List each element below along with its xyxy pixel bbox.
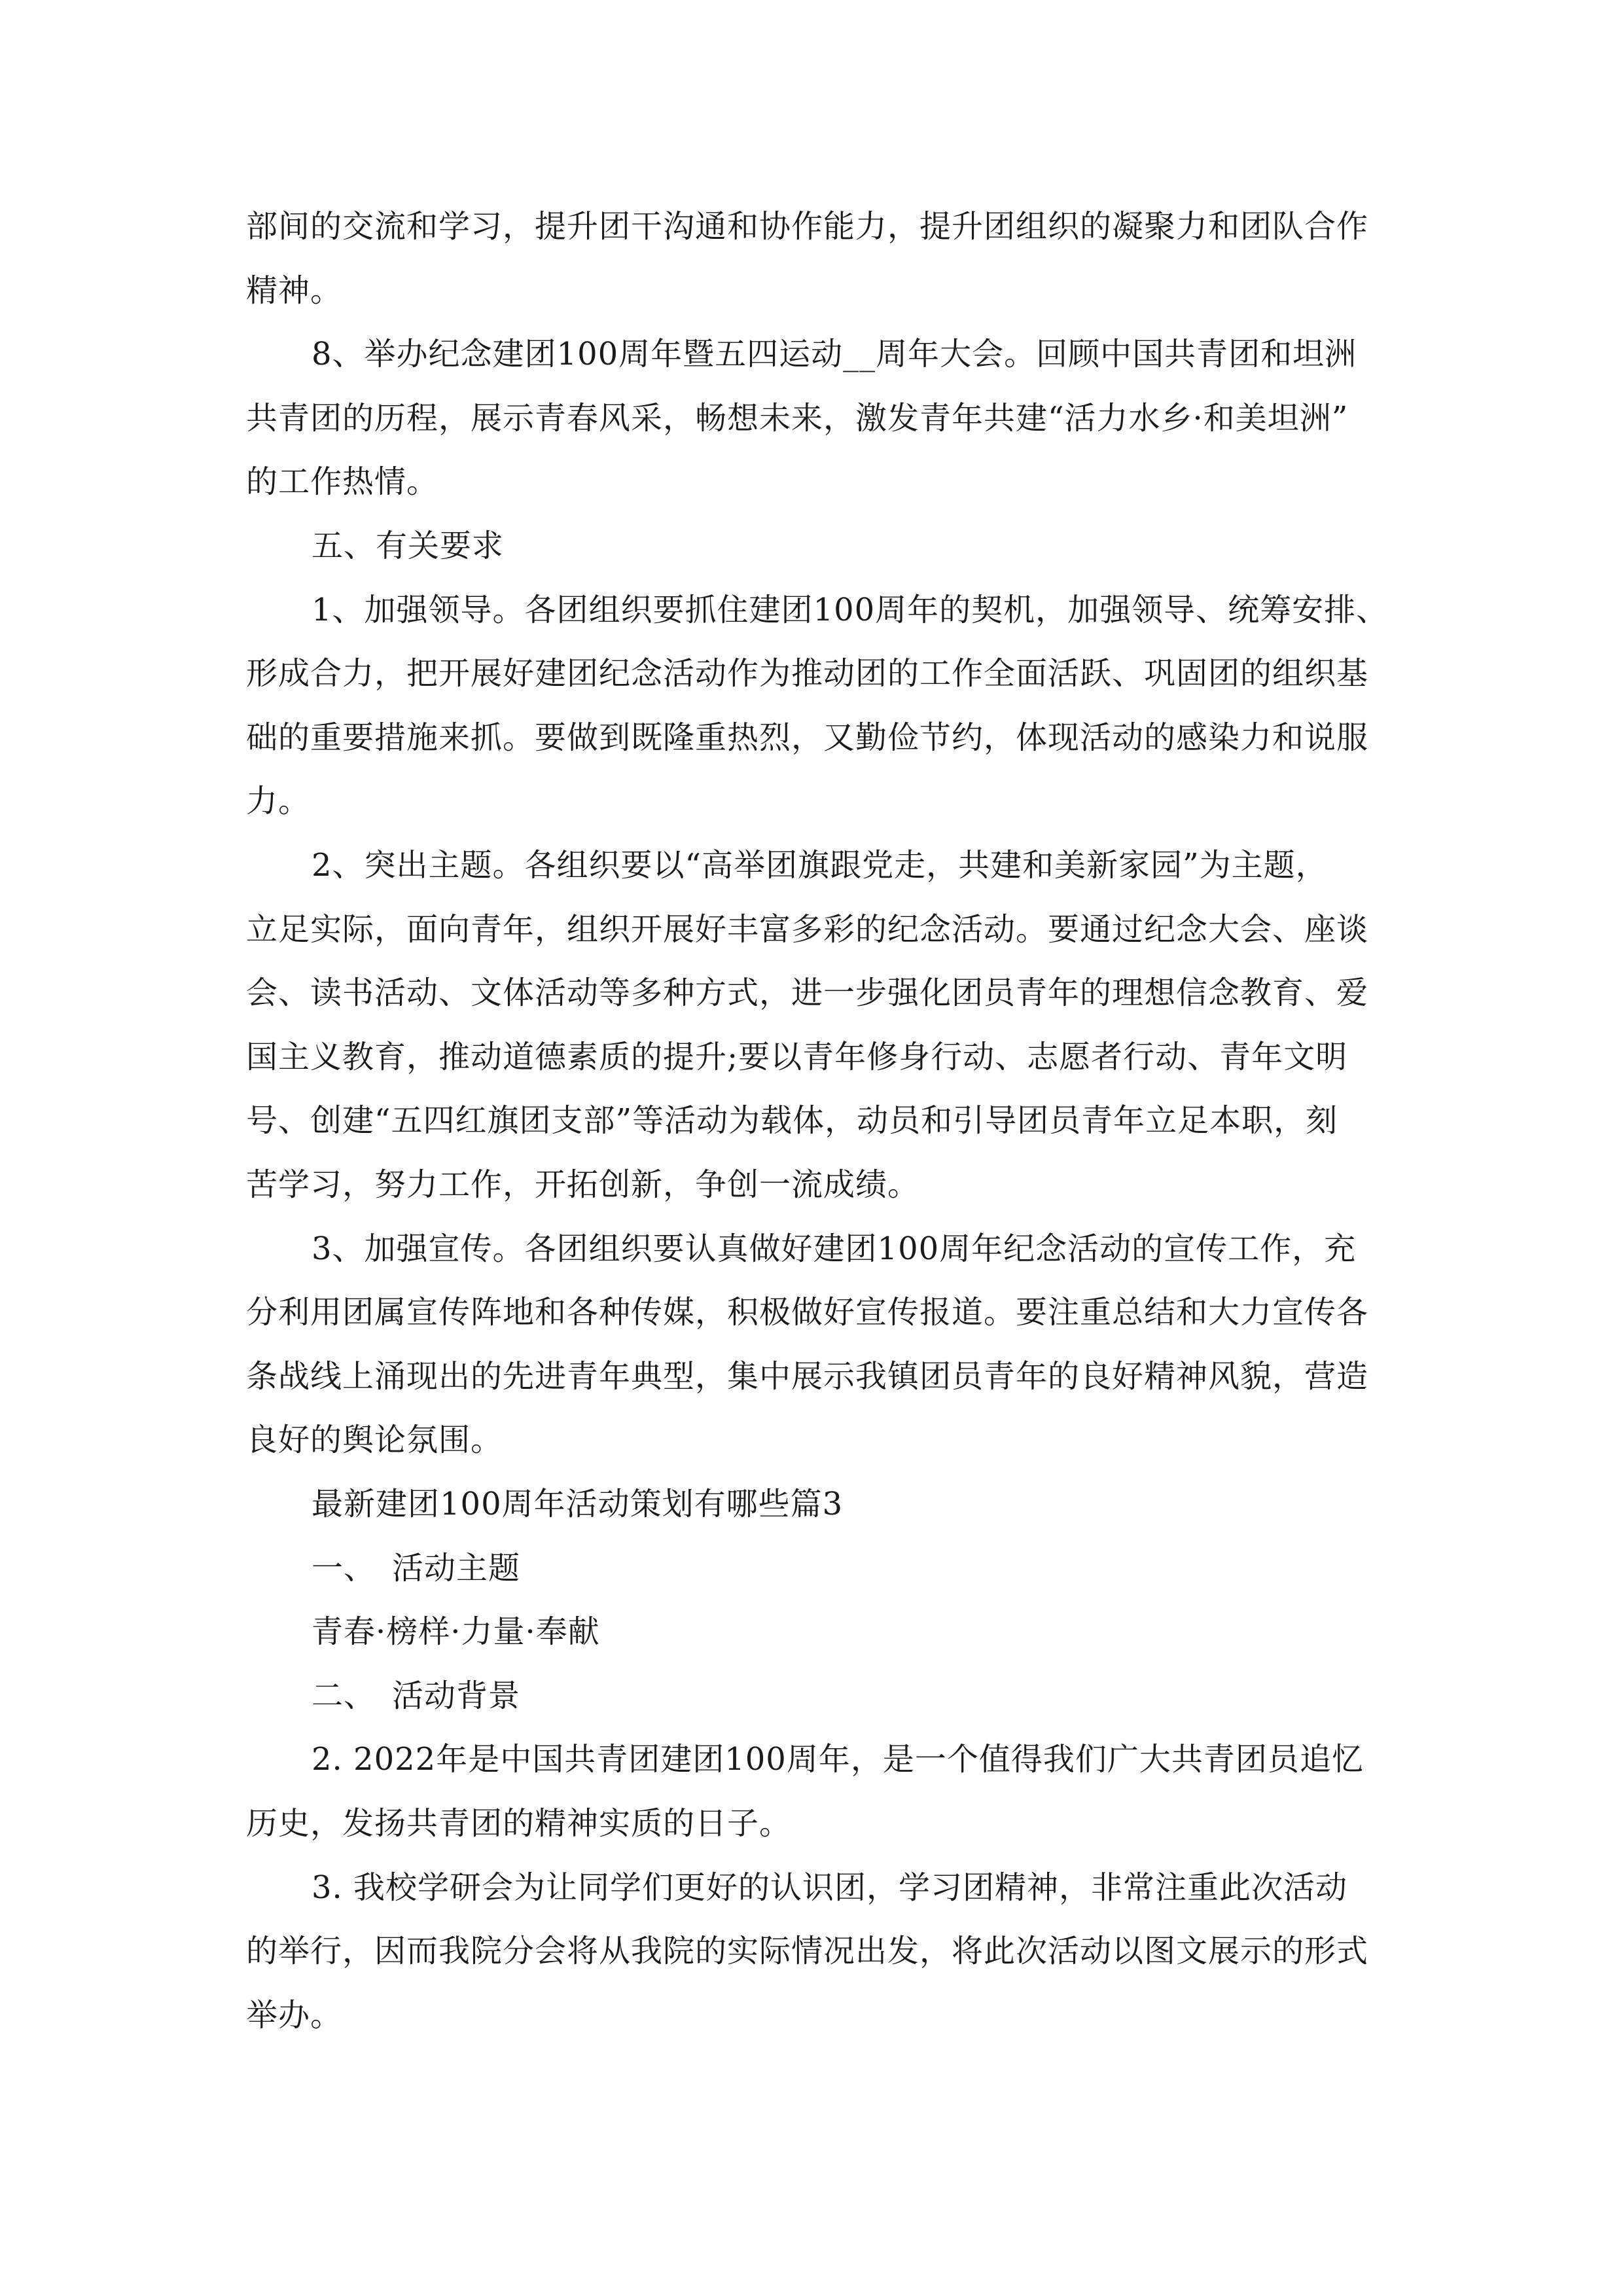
paragraph-line: 立足实际，面向青年，组织开展好丰富多彩的纪念活动。要通过纪念大会、座谈 (246, 911, 1369, 948)
section-heading: 一、 活动主题 (312, 1550, 521, 1587)
paragraph-line: 共青团的历程，展示青春风采，畅想未来，激发青年共建“活力水乡·和美坦洲” (246, 400, 1349, 437)
theme-text: 青春·榜样·力量·奉献 (312, 1613, 600, 1650)
paragraph-line: 部间的交流和学习，提升团干沟通和协作能力，提升团组织的凝聚力和团队合作 (246, 208, 1369, 245)
paragraph-line: 历史，发扬共青团的精神实质的日子。 (246, 1805, 792, 1842)
section-heading: 五、有关要求 (312, 528, 505, 564)
paragraph-line: 形成合力，把开展好建团纪念活动作为推动团的工作全面活跃、巩固团的组织基 (246, 655, 1369, 692)
paragraph-line: 会、读书活动、文体活动等多种方式，进一步强化团员青年的理想信念教育、爱 (246, 975, 1369, 1011)
paragraph-line: 础的重要措施来抓。要做到既隆重热烈，又勤俭节约，体现活动的感染力和说服 (246, 719, 1369, 756)
paragraph-line: 2、突出主题。各组织要以“高举团旗跟党走，共建和美新家园”为主题， (312, 847, 1328, 884)
paragraph-line: 的工作热情。 (246, 463, 439, 500)
paragraph-line: 2. 2022年是中国共青团建团100周年，是一个值得我们广大共青团员追忆 (312, 1741, 1364, 1778)
paragraph-line: 良好的舆论氛围。 (246, 1422, 503, 1458)
paragraph-line: 条战线上涌现出的先进青年典型，集中展示我镇团员青年的良好精神风貌，营造 (246, 1358, 1369, 1395)
paragraph-line: 苦学习，努力工作，开拓创新，争创一流成绩。 (246, 1166, 920, 1203)
paragraph-line: 的举行，因而我院分会将从我院的实际情况出发，将此次活动以图文展示的形式 (246, 1933, 1369, 1969)
paragraph-line: 号、创建“五四红旗团支部”等活动为载体，动员和引导团员青年立足本职，刻 (246, 1102, 1338, 1139)
section-heading: 二、 活动背景 (312, 1677, 521, 1714)
paragraph-line: 国主义教育，推动道德素质的提升;要以青年修身行动、志愿者行动、青年文明 (246, 1039, 1348, 1075)
paragraph-line: 3. 我校学研会为让同学们更好的认识团，学习团精神，非常注重此次活动 (312, 1869, 1348, 1906)
paragraph-line: 8、举办纪念建团100周年暨五四运动__周年大会。回顾中国共青团和坦洲 (312, 336, 1357, 372)
paragraph-line: 分利用团属宣传阵地和各种传媒，积极做好宣传报道。要注重总结和大力宣传各 (246, 1294, 1369, 1331)
paragraph-line: 力。 (246, 783, 311, 819)
paragraph-line: 精神。 (246, 272, 343, 309)
paragraph-line: 1、加强领导。各团组织要抓住建团100周年的契机，加强领导、统筹安排、 (312, 592, 1389, 628)
article-title: 最新建团100周年活动策划有哪些篇3 (312, 1486, 844, 1522)
paragraph-line: 举办。 (246, 1997, 343, 2034)
paragraph-line: 3、加强宣传。各团组织要认真做好建团100周年纪念活动的宣传工作，充 (312, 1230, 1357, 1267)
